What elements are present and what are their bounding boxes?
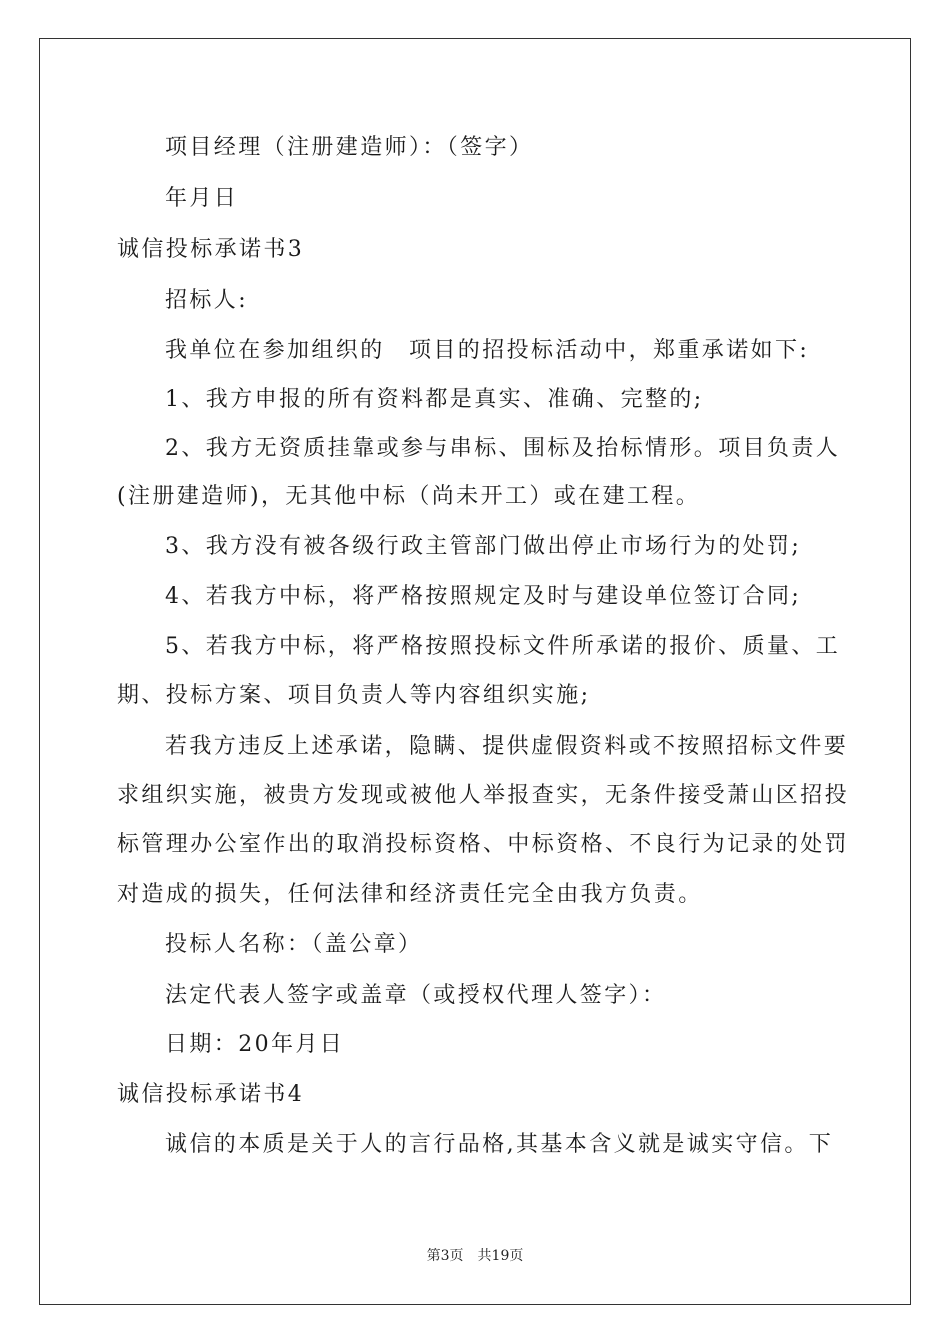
penalty-paragraph-line-3: 标管理办公室作出的取消投标资格、中标资格、不良行为记录的处罚 (117, 832, 850, 857)
page-footer (0, 1246, 950, 1266)
section-4-paragraph: 诚信的本质是关于人的言行品格,其基本含义就是诚实守信。下 (165, 1132, 834, 1157)
commitment-item-5-line-1: 5、若我方中标，将严格按照投标文件所承诺的报价、质量、工 (165, 634, 841, 659)
signature-line-project-manager: 项目经理（注册建造师）：（签字） (165, 135, 534, 160)
commitment-item-4: 4、若我方中标，将严格按照规定及时与建设单位签订合同; (165, 584, 802, 609)
page-number: 第3页 (426, 1248, 464, 1264)
bidder-name-line: 投标人名称：（盖公章） (165, 932, 423, 957)
penalty-paragraph-line-4: 对造成的损失，任何法律和经济责任完全由我方负责。 (117, 882, 703, 907)
section-heading-3: 诚信投标承诺书3 (117, 237, 305, 262)
commitment-item-3: 3、我方没有被各级行政主管部门做出停止市场行为的处罚; (165, 534, 802, 559)
page-total: 共19页 (477, 1248, 524, 1264)
commitment-item-2-line-1: 2、我方无资质挂靠或参与串标、围标及抬标情形。项目负责人 (165, 436, 841, 461)
date-line: 年月日 (165, 186, 239, 211)
penalty-paragraph-line-2: 求组织实施，被贵方发现或被他人举报查实，无条件接受萧山区招投 (117, 783, 850, 808)
commitment-item-1: 1、我方申报的所有资料都是真实、准确、完整的; (165, 387, 704, 412)
page-border (39, 38, 911, 1305)
penalty-paragraph-line-1: 若我方违反上述承诺，隐瞒、提供虚假资料或不按照招标文件要 (165, 734, 849, 759)
section-heading-4: 诚信投标承诺书4 (117, 1082, 305, 1107)
commitment-item-2-line-2: (注册建造师)，无其他中标（尚未开工）或在建工程。 (117, 484, 701, 509)
salutation-line: 招标人: (165, 288, 249, 313)
signing-date-line: 日期：20年月日 (165, 1032, 345, 1057)
intro-paragraph: 我单位在参加组织的 项目的招投标活动中，郑重承诺如下: (165, 338, 810, 363)
commitment-item-5-line-2: 期、投标方案、项目负责人等内容组织实施; (117, 683, 591, 708)
legal-representative-line: 法定代表人签字或盖章（或授权代理人签字）： (165, 983, 667, 1008)
